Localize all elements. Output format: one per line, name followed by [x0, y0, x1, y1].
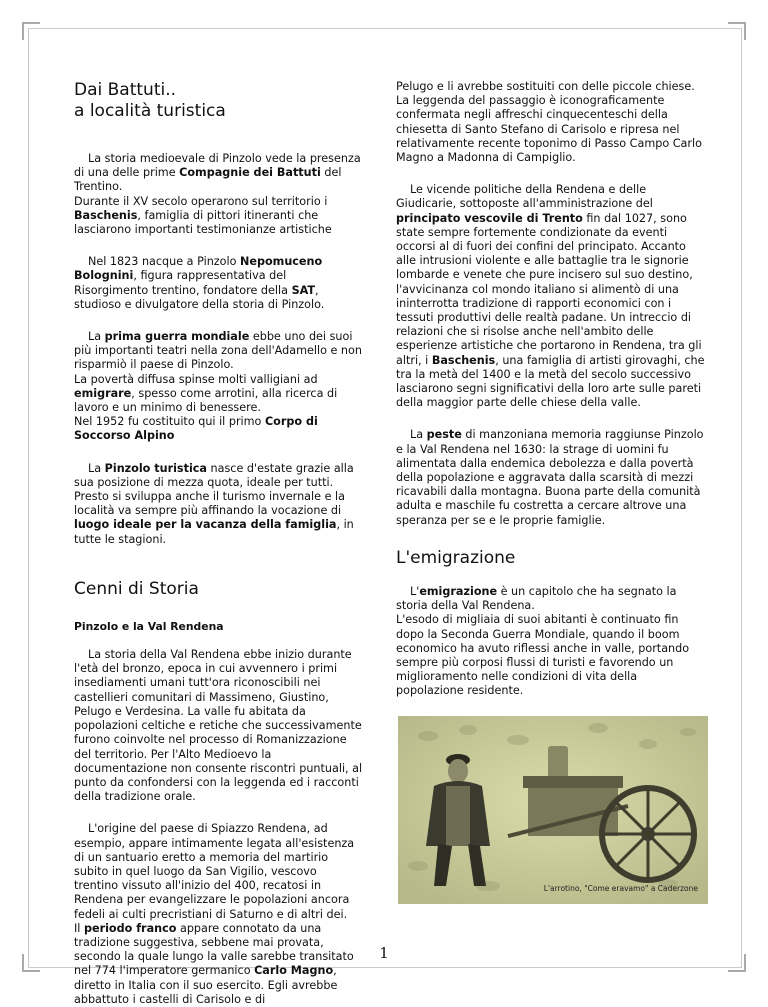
paragraph: La Pinzolo turistica nasce d'estate grazie alla sua posizione di mezza quota, ideale per tutti. Presto si sviluppa anche il turismo invernale e la località va sempre più affinando la vocazione di luogo ideale per la vacanza della famiglia, in tutte le stagioni. — [74, 461, 354, 546]
title-line-2: a località turistica — [74, 101, 226, 121]
corner-ornament — [22, 22, 40, 40]
paragraph: Le vicende politiche della Rendena e delle Giudicarie, sottoposte all'amministrazione del principato vescovile di Trento fin dal 1027, sono state sempre fortemente condizionate da eventi occorsi al di fuori dei confini del principato. Accanto alle intrusioni violente e alle battaglie tra le signorie lombarde e venete che pure incisero sul suo destino, l'avvicinanza col mondo italiano si alimentò di una ininterrotta tradizione di rapporti economici con i tessuti produttivi delle realtà padane. Un intreccio di relazioni che si risolse anche nell'ambito delle esperienze artistiche che portarono in Rendena, tra gli altri, i Baschenis, una famiglia di artisti girovaghi, che tra la metà del 1400 e la metà del secolo successivo lasciarono segni significativi della loro arte sulle pareti della maggior parte delle chiese della valle. — [396, 183, 705, 410]
section-heading-cenni: Cenni di Storia — [74, 578, 199, 599]
subheading: Pinzolo e la Val Rendena — [74, 619, 224, 633]
page-number: 1 — [379, 944, 389, 962]
paragraph: L'emigrazione è un capitolo che ha segnato la storia della Val Rendena. L'esodo di migliaia di suoi abitanti è continuato fin dopo la Seconda Guerra Mondiale, quando il boom economico ha avuto riflessi anche in valle, portando sempre più corposi flussi di turisti e favorendo un miglioramento nelle condizioni di vita della popolazione residente. — [396, 584, 690, 698]
corner-ornament — [728, 22, 746, 40]
paragraph: L'origine del paese di Spiazzo Rendena, ad esempio, appare intimamente legata all'esistenza di un santuario eretto a memoria del martirio subito in quel luogo da San Vigilio, vescovo trentino vissuto all'inizio del 400, recatosi in Rendena per evangelizzare le popolazioni ancora fedeli ai culti precristiani di Saturno e di altri dei. Il periodo franco appare connotato da una tradizione suggestiva, sebbene mai provata, secondo la quale lungo la valle sarebbe transitato nel 774 l'imperatore germanico Carlo Magno, diretto in Italia con il suo esercito. Egli avrebbe abbattuto i castelli di Carisolo e di — [74, 822, 355, 1006]
paragraph: Nel 1823 nacque a Pinzolo Nepomuceno Bolognini, figura rappresentativa del Risorgimento trentino, fondatore della SAT, studioso e divulgatore della storia di Pinzolo. — [74, 255, 325, 311]
paragraph: La storia della Val Rendena ebbe inizio durante l'età del bronzo, epoca in cui avvennero i primi insediamenti umani tutt'ora riconoscibili nei castellieri comunitari di Massimeno, Giustino, Pelugo e Verdesina. La valle fu abitata da popolazioni celtiche e retiche che successivamente furono coinvolte nel processo di Romanizzazione del territorio. Per l'Alto Medioevo la documentazione non consente riscontri puntuali, al punto da confondersi con la leggenda ed i racconti della tradizione orale. — [74, 648, 363, 804]
article-title — [74, 80, 364, 122]
paragraph: La storia medioevale di Pinzolo vede la presenza di una delle prime Compagnie dei Battuti del Trentino. Durante il XV secolo operarono sul territorio i Baschenis, famiglia di pittori itineranti che lasciarono importanti testimonianze artistiche — [74, 152, 361, 237]
paragraph: Pelugo e li avrebbe sostituiti con delle piccole chiese. La leggenda del passaggio è iconograficamente confermata negli affreschi cinquecenteschi della chiesetta di Santo Stefano di Carisolo e ripresa nel relativamente recente toponimo di Passo Campo Carlo Magno a Madonna di Campiglio. — [396, 80, 702, 165]
title-line-1: Dai Battuti.. — [74, 80, 177, 100]
paragraph: La peste di manzoniana memoria raggiunse Pinzolo e la Val Rendena nel 1630: la strage di uomini fu alimentata dalla endemica debolezza e dalla povertà della popolazione e aggravata dalla scarsità di mezzi ricavabili dalla montagna. Buona parte della comunità adulta e maschile fu costretta a cercare altrove una speranza per se e le proprie famiglie. — [396, 428, 704, 527]
photo-caption: L'arrotino, "Come eravamo" a Caderzone — [543, 884, 698, 893]
section-heading-emigrazione: L'emigrazione — [396, 547, 516, 568]
left-column — [74, 80, 364, 1007]
paragraph: La prima guerra mondiale ebbe uno dei suoi più importanti teatri nella zona dell'Adamello e non risparmiò il paese di Pinzolo. La povertà diffusa spinse molti valligiani ad emigrare, spesso come arrotini, alla ricerca di lavoro e un minimo di benessere. Nel 1952 fu costituito qui il primo Corpo di Soccorso Alpino — [74, 330, 362, 443]
right-column — [396, 80, 706, 699]
knife-grinder-photo — [398, 716, 708, 904]
